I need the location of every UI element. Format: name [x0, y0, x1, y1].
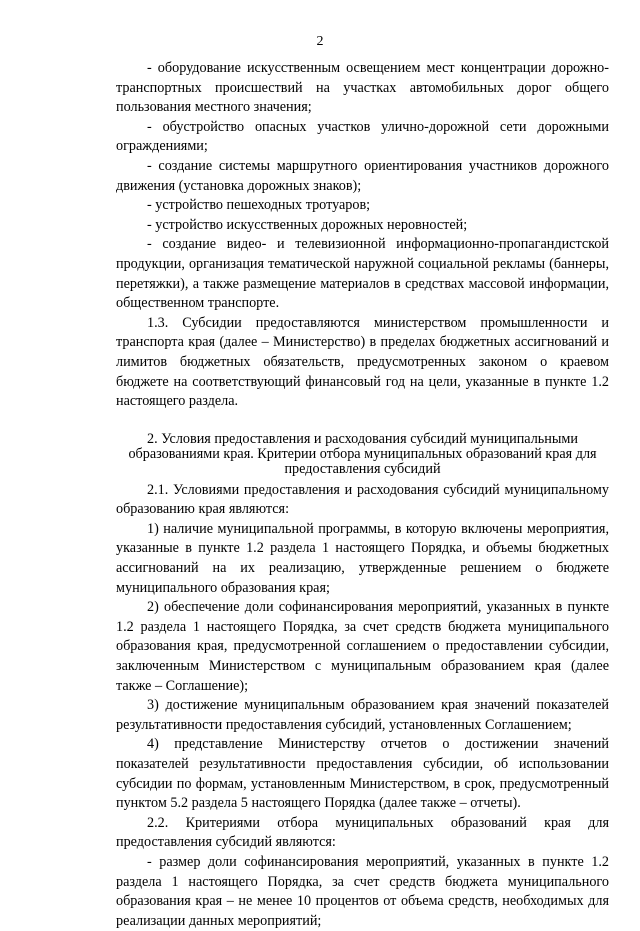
section-2-heading: 2. Условия предоставления и расходования субсидий муниципальными образованиями края. Критерии отбора муниципальных образований края для предоставления субсидий [128, 430, 597, 477]
paragraph-speed-bumps: - устройство искусственных дорожных неровностей; [147, 216, 468, 233]
page-number: 2 [316, 34, 324, 49]
paragraph-2-2: 2.2. Критериями отбора муниципальных образований края для предоставления субсидий являются: [116, 814, 609, 851]
paragraph-condition-4: 4) представление Министерству отчетов о достижении значений показателей результативности предоставления субсидии, об использовании субсидии по формам, установленным Министерством, в срок, предусмотренный пунктом 5.2 раздела 5 настоящего Порядка (далее также – отчеты). [116, 736, 609, 812]
document-body [116, 59, 609, 931]
paragraph-route-signs: - создание системы маршрутного ориентирования участников дорожного движения (установка дорожных знаков); [116, 157, 609, 194]
paragraph-1-3: 1.3. Субсидии предоставляются министерством промышленности и транспорта края (далее – Министерство) в пределах бюджетных ассигнований и лимитов бюджетных обязательств, предусмотренных законом о краевом бюджете на соответствующий финансовый год на цели, указанные в пункте 1.2 настоящего раздела. [116, 314, 609, 410]
paragraph-lighting: - оборудование искусственным освещением мест концентрации дорожно-транспортных происшествий на участках автомобильных дорог общего пользования местного значения; [116, 60, 609, 116]
paragraph-media-campaign: - создание видео- и телевизионной информационно-пропагандистской продукции, организация тематической наружной социальной рекламы (баннеры, перетяжки), а также размещение материалов в средствах массовой информации, общественном транспорте. [116, 236, 609, 312]
paragraph-condition-3: 3) достижение муниципальным образованием края значений показателей результативности предоставления субсидий, установленных Соглашением; [116, 697, 609, 733]
paragraph-barriers: - обустройство опасных участков улично-дорожной сети дорожными ограждениями; [116, 118, 609, 155]
paragraph-2-1: 2.1. Условиями предоставления и расходования субсидий муниципальному образованию края являются: [116, 481, 609, 518]
paragraph-condition-2: 2) обеспечение доли софинансирования мероприятий, указанных в пункте 1.2 раздела 1 настоящего Порядка, за счет средств бюджета муниципального образования края, предусмотренной соглашением о предоставлении субсидии, заключенным Министерством с муниципальным образованием края (далее также – Соглашение); [116, 599, 609, 694]
paragraph-condition-1: 1) наличие муниципальной программы, в которую включены мероприятия, указанные в пункте 1.2 раздела 1 настоящего Порядка, и объемы бюджетных ассигнований на их реализацию, утвержденные решением о бюджете муниципального образования края; [116, 520, 609, 596]
paragraph-sidewalks: - устройство пешеходных тротуаров; [147, 197, 371, 214]
paragraph-criterion-1: - размер доли софинансирования мероприятий, указанных в пункте 1.2 раздела 1 настоящего Порядка, за счет средств бюджета муниципального образования края – не менее 10 процентов от объема средств, необходимых для реализации данных мероприятий; [116, 853, 609, 929]
